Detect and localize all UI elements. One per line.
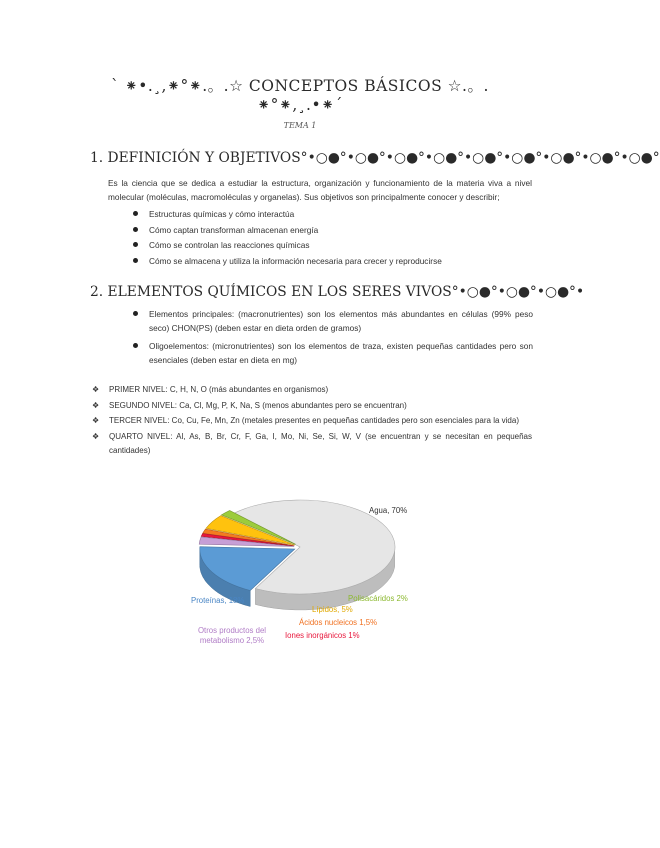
list-item-text: TERCER NIVEL: Co, Cu, Fe, Mn, Zn (metales presentes en pequeñas cantidades pero son esenciales para la vida) [109,416,519,425]
pie-slice-label: Proteínas, 18% [191,596,245,605]
pie-slice-label: Agua, 70% [369,506,408,515]
pie-slice-label: Otros productos del metabolismo 2,5% [197,626,267,645]
section-1-paragraph: Es la ciencia que se dedica a estudiar la estructura, organización y funcionamiento de la materia viva a nivel molecular (moléculas, macromoléculas y organelas). Sus objetivos son principalmente conocer y describir; [108,178,532,202]
section-2-heading: 2. ELEMENTOS QUÍMICOS EN LOS SERES VIVOS°•○●°•○●°•○●°• [90,284,585,300]
pie-slice-label: Polisacáridos 2% [348,594,408,603]
page-subtitle: TEMA 1 [283,121,317,130]
diamond-bullet-icon: ❖ [92,431,100,441]
pie-slice-label: Ácidos nucleicos 1,5% [299,618,378,627]
list-item-text: Cómo se almacena y utiliza la información necesaria para crecer y reproducirse [149,255,442,266]
list-item-text: SEGUNDO NIVEL: Ca, Cl, Mg, P, K, Na, S (menos abundantes pero se encuentran) [109,400,407,410]
list-item-text: QUARTO NIVEL: Al, As, B, Br, Cr, F, Ga, I, Mo, Ni, Se, Si, W, V (se encuentran y se necesitan en pequeñas cantidades) [109,431,532,455]
pie-slice-label: Iones inorgánicos 1% [285,631,360,640]
diamond-bullet-icon: ❖ [92,416,100,425]
section-1-heading: 1. DEFINICIÓN Y OBJETIVOS°•○●°•○●°•○●°•○●°•○●°•○●°•○●°•○●°•○●° [90,150,660,166]
diamond-bullet-icon: ❖ [92,400,100,410]
page-title-line-2: ⁕°⁕,¸.•⁕´ [257,96,343,114]
list-item-text: Cómo se controlan las reacciones químicas [149,240,310,251]
list-item-text: Oligoelementos: (micronutrientes) son los elementos de traza, existen pequeñas cantidades pero son esenciales (deben estar en dieta en mg) [149,341,533,365]
diamond-bullet-icon: ❖ [92,385,100,394]
list-item-text: Cómo captan transforman almacenan energía [149,224,319,235]
page-title-line-1: ` ⁕•.¸,⁕°⁕.。.☆ CONCEPTOS BÁSICOS ☆.。. [111,77,489,95]
list-item-text: PRIMER NIVEL: C, H, N, O (más abundantes en organismos) [109,385,329,394]
list-item-text: Estructuras químicas y cómo interactúa [149,209,295,219]
pie-slice-label: Lípidos, 5% [312,605,353,614]
list-item-text: Elementos principales: (macronutrientes) son los elementos más abundantes en células (99% peso seco) CHON(PS) (deben estar en dieta orden de gramos) [149,309,533,333]
